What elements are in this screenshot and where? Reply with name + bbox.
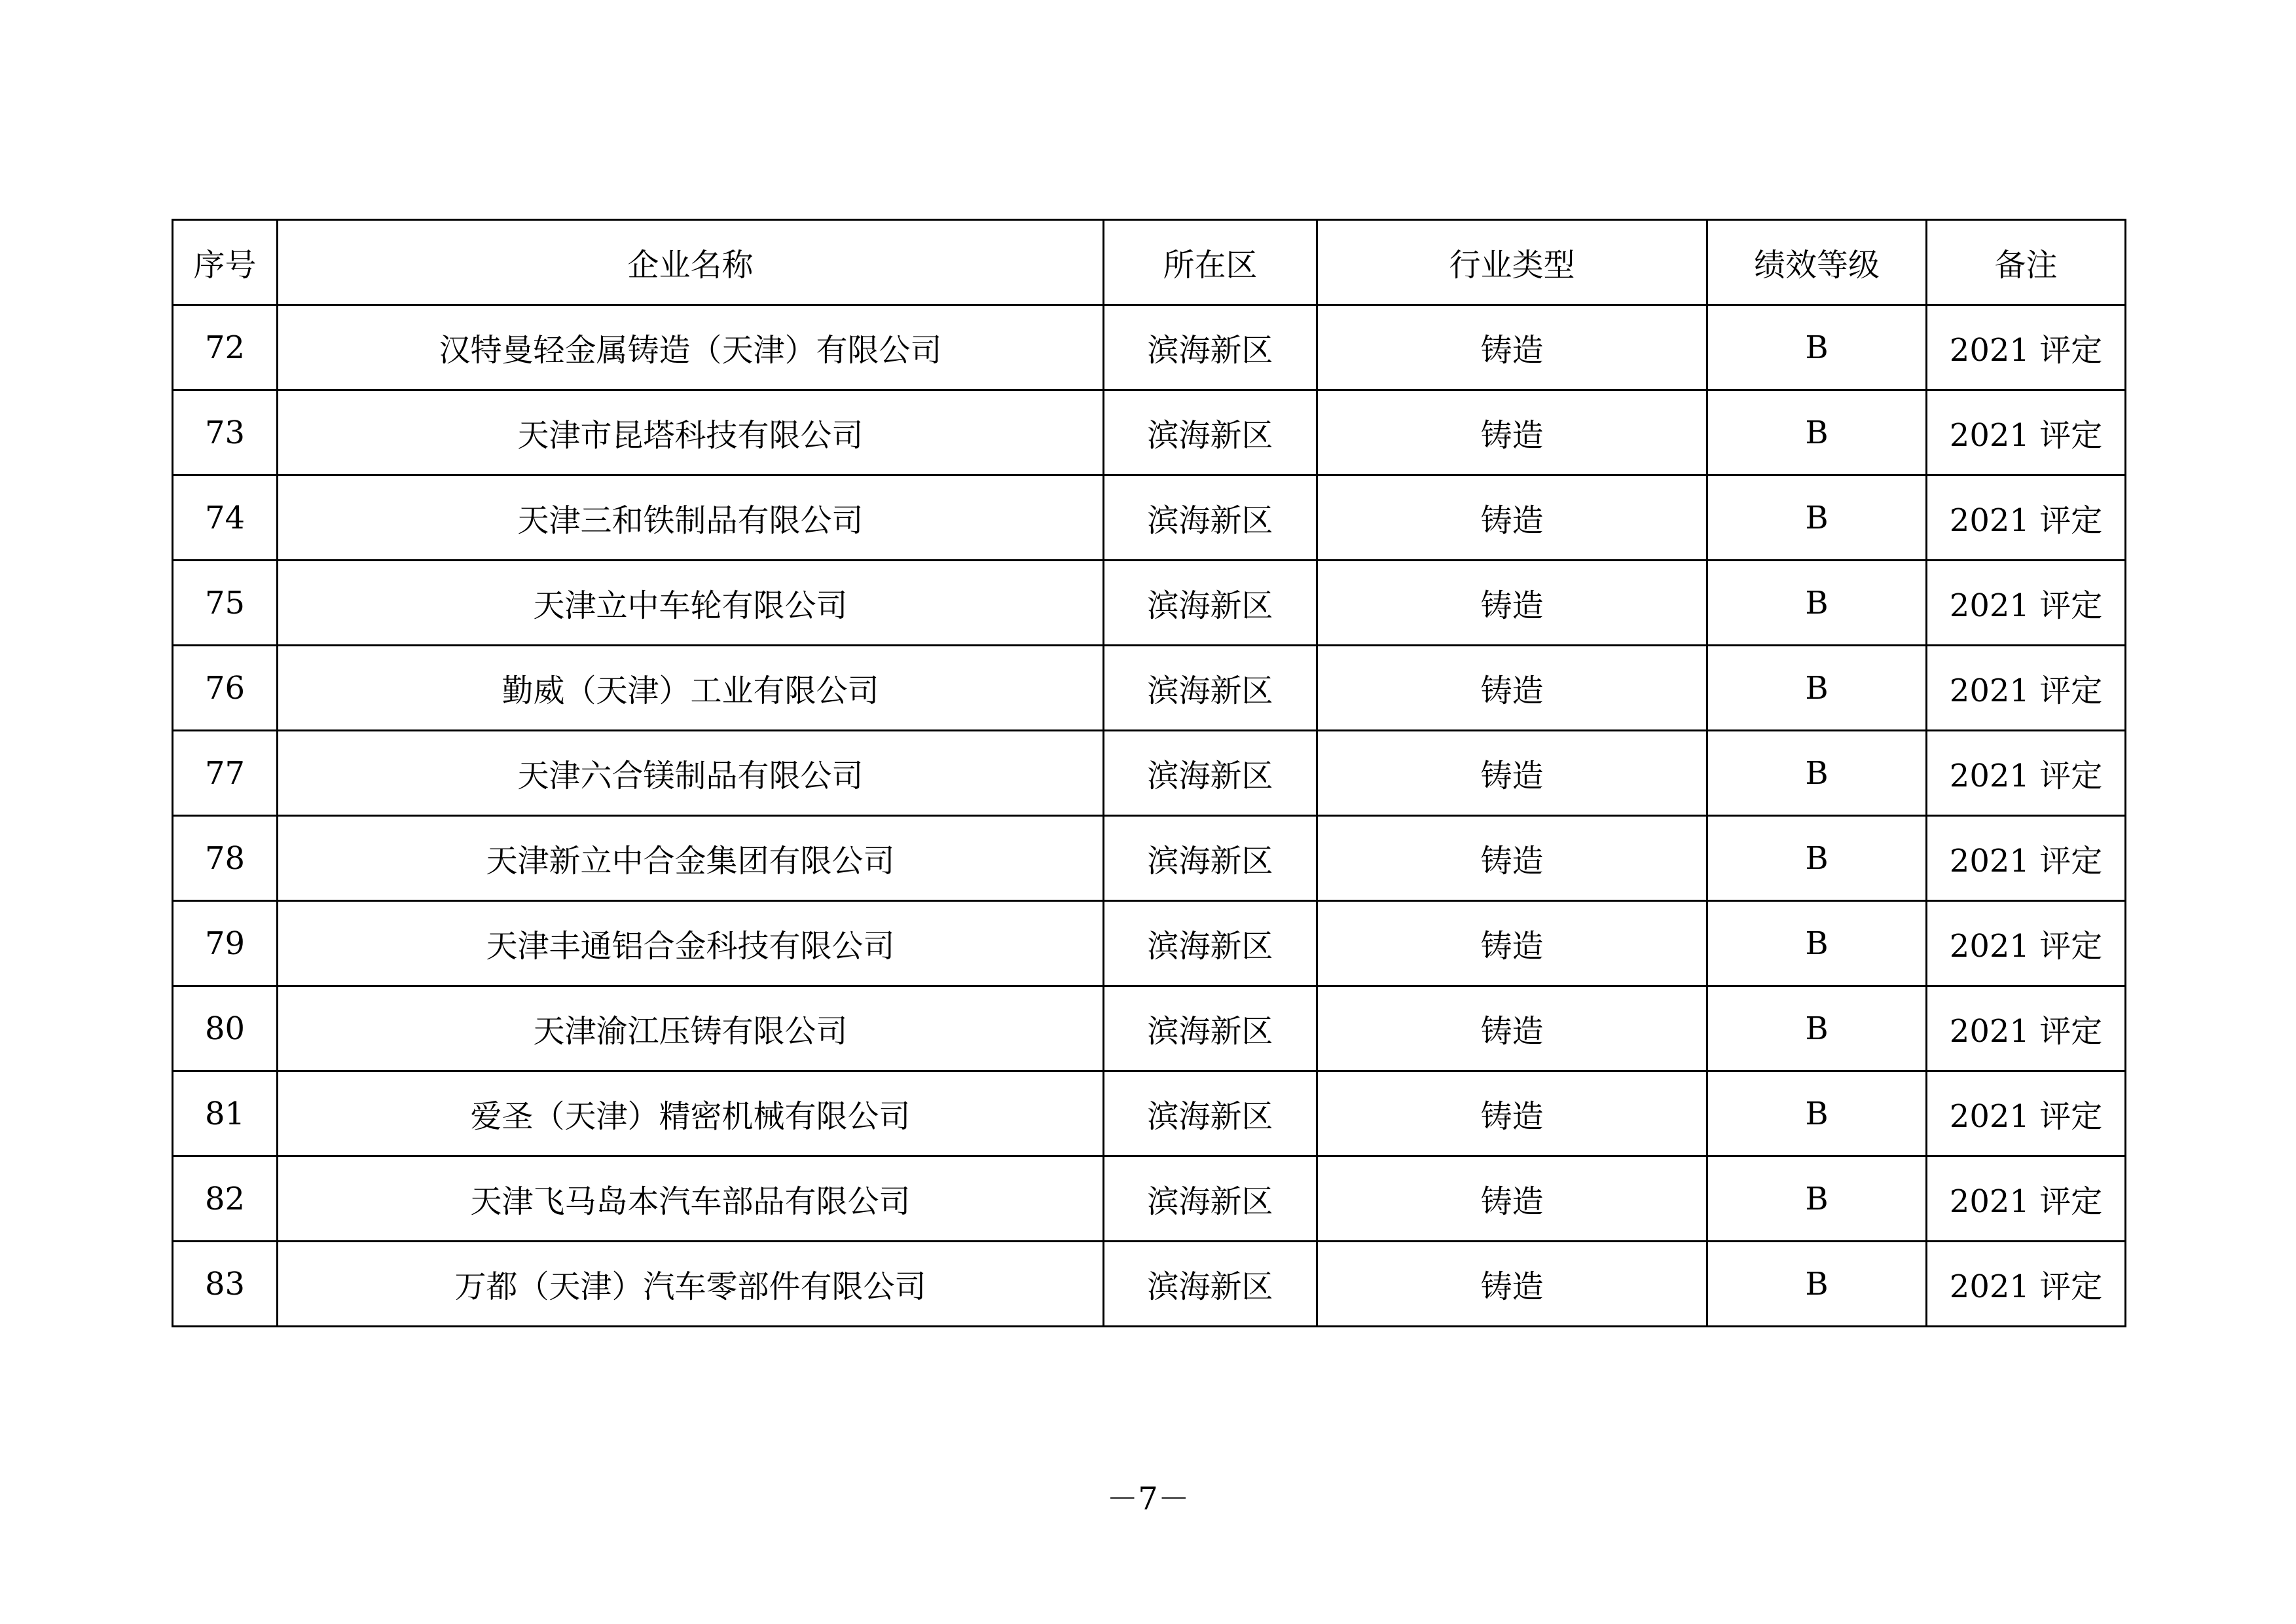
cell-grade: B	[1707, 561, 1927, 646]
cell-industry: 铸造	[1317, 646, 1707, 731]
table-row	[173, 305, 2126, 390]
cell-district: 滨海新区	[1104, 986, 1317, 1071]
cell-district: 滨海新区	[1104, 1242, 1317, 1327]
header-row	[173, 220, 2126, 305]
cell-note: 2021 评定	[1927, 1156, 2126, 1242]
cell-district: 滨海新区	[1104, 731, 1317, 816]
cell-district: 滨海新区	[1104, 561, 1317, 646]
cell-seq: 79	[173, 901, 278, 986]
cell-note: 2021 评定	[1927, 390, 2126, 475]
cell-name: 天津立中车轮有限公司	[278, 561, 1104, 646]
cell-seq: 78	[173, 816, 278, 901]
table-row	[173, 646, 2126, 731]
cell-industry: 铸造	[1317, 986, 1707, 1071]
cell-name: 汉特曼轻金属铸造（天津）有限公司	[278, 305, 1104, 390]
cell-grade: B	[1707, 305, 1927, 390]
table-row	[173, 901, 2126, 986]
cell-seq: 73	[173, 390, 278, 475]
cell-grade: B	[1707, 816, 1927, 901]
header-grade: 绩效等级	[1707, 220, 1927, 305]
table-row	[173, 1242, 2126, 1327]
cell-grade: B	[1707, 475, 1927, 561]
cell-industry: 铸造	[1317, 816, 1707, 901]
cell-industry: 铸造	[1317, 305, 1707, 390]
cell-grade: B	[1707, 646, 1927, 731]
cell-grade: B	[1707, 1156, 1927, 1242]
header-industry: 行业类型	[1317, 220, 1707, 305]
cell-grade: B	[1707, 1071, 1927, 1156]
cell-district: 滨海新区	[1104, 390, 1317, 475]
cell-note: 2021 评定	[1927, 646, 2126, 731]
cell-note: 2021 评定	[1927, 475, 2126, 561]
cell-name: 勤威（天津）工业有限公司	[278, 646, 1104, 731]
enterprise-table	[172, 219, 2126, 1327]
table-row	[173, 986, 2126, 1071]
cell-note: 2021 评定	[1927, 305, 2126, 390]
cell-industry: 铸造	[1317, 731, 1707, 816]
cell-seq: 82	[173, 1156, 278, 1242]
header-name: 企业名称	[278, 220, 1104, 305]
cell-name: 天津六合镁制品有限公司	[278, 731, 1104, 816]
cell-name: 天津市昆塔科技有限公司	[278, 390, 1104, 475]
cell-name: 天津飞马岛本汽车部品有限公司	[278, 1156, 1104, 1242]
cell-district: 滨海新区	[1104, 1156, 1317, 1242]
cell-note: 2021 评定	[1927, 816, 2126, 901]
cell-seq: 80	[173, 986, 278, 1071]
table-row	[173, 1156, 2126, 1242]
cell-industry: 铸造	[1317, 1071, 1707, 1156]
cell-grade: B	[1707, 901, 1927, 986]
cell-industry: 铸造	[1317, 475, 1707, 561]
cell-industry: 铸造	[1317, 390, 1707, 475]
cell-district: 滨海新区	[1104, 816, 1317, 901]
cell-name: 天津渝江压铸有限公司	[278, 986, 1104, 1071]
cell-district: 滨海新区	[1104, 901, 1317, 986]
header-seq: 序号	[173, 220, 278, 305]
cell-grade: B	[1707, 1242, 1927, 1327]
cell-note: 2021 评定	[1927, 731, 2126, 816]
cell-note: 2021 评定	[1927, 561, 2126, 646]
cell-seq: 83	[173, 1242, 278, 1327]
cell-seq: 74	[173, 475, 278, 561]
table-body	[173, 305, 2126, 1327]
cell-grade: B	[1707, 390, 1927, 475]
table-row	[173, 731, 2126, 816]
cell-name: 天津新立中合金集团有限公司	[278, 816, 1104, 901]
table-row	[173, 475, 2126, 561]
cell-seq: 77	[173, 731, 278, 816]
table-header	[173, 220, 2126, 305]
cell-district: 滨海新区	[1104, 475, 1317, 561]
cell-industry: 铸造	[1317, 1156, 1707, 1242]
cell-note: 2021 评定	[1927, 901, 2126, 986]
cell-note: 2021 评定	[1927, 1071, 2126, 1156]
cell-name: 天津三和铁制品有限公司	[278, 475, 1104, 561]
table-row	[173, 1071, 2126, 1156]
cell-industry: 铸造	[1317, 901, 1707, 986]
cell-seq: 72	[173, 305, 278, 390]
cell-district: 滨海新区	[1104, 1071, 1317, 1156]
cell-grade: B	[1707, 986, 1927, 1071]
cell-seq: 75	[173, 561, 278, 646]
cell-grade: B	[1707, 731, 1927, 816]
table-row	[173, 561, 2126, 646]
cell-industry: 铸造	[1317, 561, 1707, 646]
cell-industry: 铸造	[1317, 1242, 1707, 1327]
cell-name: 爱圣（天津）精密机械有限公司	[278, 1071, 1104, 1156]
header-district: 所在区	[1104, 220, 1317, 305]
cell-name: 天津丰通铝合金科技有限公司	[278, 901, 1104, 986]
table-row	[173, 390, 2126, 475]
header-note: 备注	[1927, 220, 2126, 305]
cell-seq: 76	[173, 646, 278, 731]
cell-name: 万都（天津）汽车零部件有限公司	[278, 1242, 1104, 1327]
cell-seq: 81	[173, 1071, 278, 1156]
page-number: －7－	[1106, 1481, 1190, 1517]
cell-district: 滨海新区	[1104, 305, 1317, 390]
cell-note: 2021 评定	[1927, 986, 2126, 1071]
table-row	[173, 816, 2126, 901]
cell-note: 2021 评定	[1927, 1242, 2126, 1327]
cell-district: 滨海新区	[1104, 646, 1317, 731]
